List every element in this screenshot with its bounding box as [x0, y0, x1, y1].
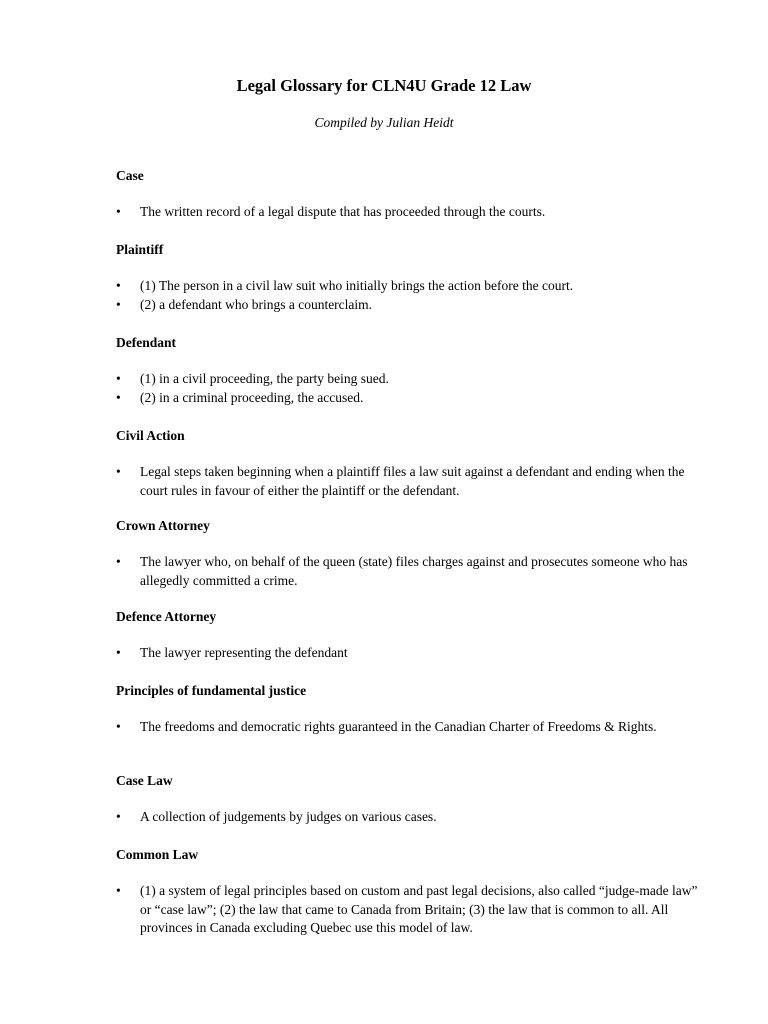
definition-text: (1) a system of legal principles based on custom and past legal decisions, also called “judge-made law” or “case law”; (2) the law that came to Canada from Britain; (3) the law that is common to all. All provinces in Canada excluding Quebec use this model of law. — [140, 883, 698, 935]
glossary-term: Civil Action — [116, 428, 185, 443]
bullet-icon: • — [116, 296, 121, 312]
definition-list — [116, 463, 706, 500]
glossary-term: Defence Attorney — [116, 609, 217, 624]
definition-text: (1) The person in a civil law suit who initially brings the action before the court. — [140, 278, 574, 293]
bullet-icon: • — [116, 389, 121, 405]
definition-list — [116, 370, 706, 407]
glossary-entry-plaintiff — [116, 241, 706, 334]
glossary-entries — [116, 167, 706, 938]
glossary-entry-defence-attorney — [116, 608, 706, 682]
definition-text: The lawyer representing the defendant — [140, 645, 348, 660]
definition-list — [116, 718, 706, 737]
glossary-term: Plaintiff — [116, 242, 164, 257]
definition-text: The lawyer who, on behalf of the queen (state) files charges against and prosecutes someone who has allegedly committed a crime. — [140, 554, 688, 588]
definition-item — [116, 882, 706, 938]
bullet-icon: • — [116, 204, 121, 219]
definition-item — [116, 370, 706, 389]
definition-list — [116, 277, 706, 314]
glossary-term: Principles of fundamental justice — [116, 683, 307, 698]
bullet-icon: • — [116, 719, 121, 734]
definition-item — [116, 203, 706, 222]
definition-text: The freedoms and democratic rights guaranteed in the Canadian Charter of Freedoms & Rights. — [140, 719, 657, 734]
document-subtitle: Compiled by Julian Heidt — [314, 115, 454, 130]
bullet-icon: • — [116, 464, 121, 479]
glossary-term: Case — [116, 168, 144, 183]
definition-item — [116, 296, 706, 315]
glossary-entry-defendant — [116, 334, 706, 427]
glossary-term: Common Law — [116, 847, 199, 862]
definition-item — [116, 808, 706, 827]
definition-text: A collection of judgements by judges on various cases. — [140, 809, 437, 824]
definition-text: (1) in a civil proceeding, the party being sued. — [140, 371, 389, 386]
definition-item — [116, 644, 706, 663]
definition-text: (2) a defendant who brings a counterclaim. — [140, 296, 373, 312]
definition-list — [116, 203, 706, 222]
definition-list — [116, 644, 706, 663]
glossary-entry-fundamental-justice — [116, 682, 706, 772]
glossary-entry-crown-attorney — [116, 517, 706, 608]
definition-list — [116, 808, 706, 827]
document-title: Legal Glossary for CLN4U Grade 12 Law — [236, 76, 532, 95]
glossary-entry-case — [116, 167, 706, 241]
definition-item — [116, 463, 706, 500]
definition-item — [116, 277, 706, 296]
definition-list — [116, 553, 706, 590]
glossary-term: Case Law — [116, 773, 173, 788]
bullet-icon: • — [116, 645, 121, 660]
bullet-icon: • — [116, 809, 121, 824]
glossary-term: Crown Attorney — [116, 518, 210, 533]
glossary-term: Defendant — [116, 335, 176, 350]
definition-text: The written record of a legal dispute that has proceeded through the courts. — [140, 204, 546, 219]
definition-item — [116, 553, 706, 590]
definition-item — [116, 718, 706, 737]
definition-text: Legal steps taken beginning when a plaintiff files a law suit against a defendant and ending when the court rules in favour of either the plaintiff or the defendant. — [140, 464, 685, 498]
glossary-entry-common-law — [116, 846, 706, 938]
bullet-icon: • — [116, 883, 121, 898]
bullet-icon: • — [116, 278, 121, 293]
definition-item — [116, 389, 706, 408]
definition-text: (2) in a criminal proceeding, the accused. — [140, 389, 364, 405]
glossary-entry-case-law — [116, 772, 706, 846]
glossary-entry-civil-action — [116, 427, 706, 517]
bullet-icon: • — [116, 554, 121, 569]
definition-list — [116, 882, 706, 938]
bullet-icon: • — [116, 371, 121, 386]
